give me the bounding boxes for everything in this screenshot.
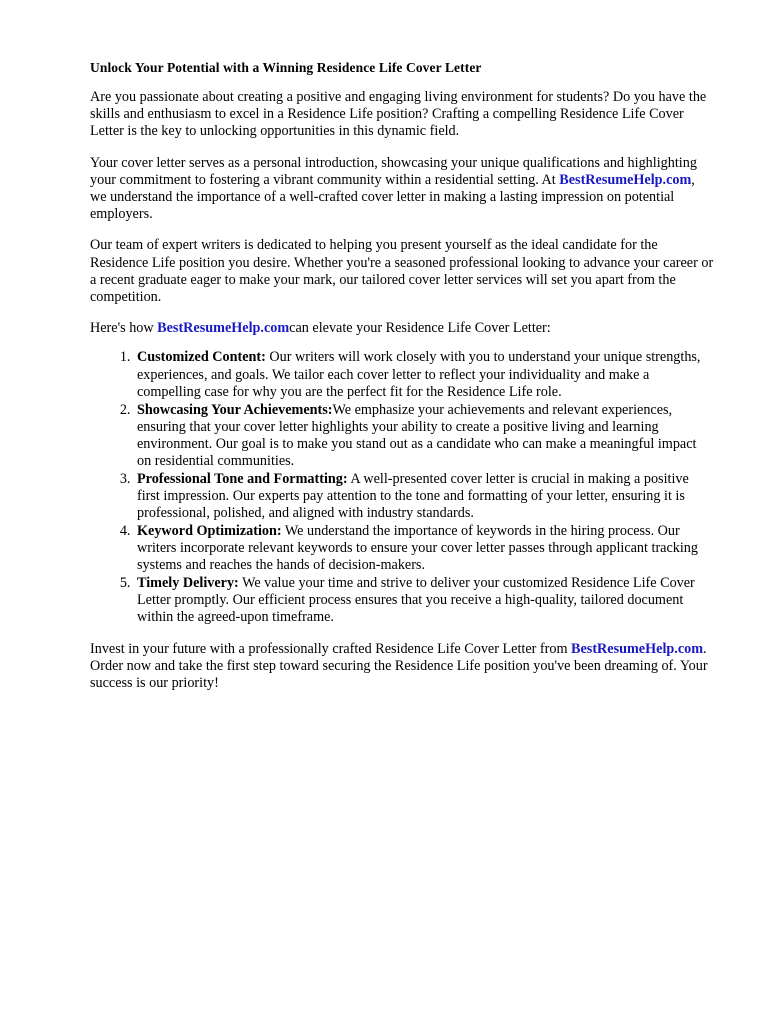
- list-item-lead: Timely Delivery:: [137, 575, 239, 592]
- closing-paragraph: [90, 641, 714, 693]
- closing-text-after-link: . Order now and take the first step toward securing the Residence Life position you've been dreaming of. Your success is our priority!: [90, 640, 708, 692]
- list-intro-text-before-link: Here's how: [90, 320, 158, 337]
- list-item-lead: Keyword Optimization:: [137, 522, 282, 539]
- page-title: Unlock Your Potential with a Winning Residence Life Cover Letter: [90, 60, 482, 75]
- list-item: [134, 471, 714, 523]
- list-item: [134, 523, 714, 575]
- intro-paragraph: Are you passionate about creating a positive and engaging living environment for students? Do you have the skills and enthusiasm to excel in a Residence Life position? Crafting a compelling Residence Life Cover Letter is the key to unlocking opportunities in this dynamic field.: [90, 89, 707, 140]
- list-item-lead: Professional Tone and Formatting:: [137, 470, 348, 487]
- list-item-body: Our writers will work closely with you to understand your unique strengths, experiences, and goals. We tailor each cover letter to reflect your individuality and make a compelling case for why you are the perfect fit for the Residence Life role.: [137, 349, 701, 400]
- list-item-body: We emphasize your achievements and relevant experiences, ensuring that your cover letter highlights your ability to create a positive living and learning environment. Our goal is to make you stand out as a candidate who can make a meaningful impact on residential communities.: [137, 401, 697, 470]
- bestresumehelp-link[interactable]: BestResumeHelp.com: [157, 320, 290, 337]
- value-proposition-text-before-link: Your cover letter serves as a personal introduction, showcasing your unique qualifications and highlighting your commitment to fostering a vibrant community within a residential setting. At: [90, 154, 697, 188]
- list-item-body: We value your time and strive to deliver your customized Residence Life Cover Letter promptly. Our efficient process ensures that you receive a high-quality, tailored document within the agreed-upon timeframe.: [137, 575, 695, 626]
- bestresumehelp-link[interactable]: BestResumeHelp.com: [571, 640, 704, 657]
- list-item: [134, 349, 714, 401]
- closing-text-before-link: Invest in your future with a professionally crafted Residence Life Cover Letter from: [90, 640, 572, 657]
- value-proposition-text-after-link: , we understand the importance of a well-crafted cover letter in making a lasting impression on potential employers.: [90, 171, 695, 223]
- list-intro-paragraph: [90, 320, 714, 337]
- list-item: [134, 575, 714, 627]
- list-item-body: We understand the importance of keywords in the hiring process. Our writers incorporate relevant keywords to ensure your cover letter passes through applicant tracking systems and reaches the hands of decision-makers.: [137, 522, 698, 574]
- list-intro-text-after-link: can elevate your Residence Life Cover Letter:: [289, 320, 551, 337]
- bestresumehelp-link[interactable]: BestResumeHelp.com: [559, 171, 692, 188]
- list-item-lead: Customized Content:: [137, 349, 266, 366]
- value-proposition-paragraph: [90, 155, 714, 224]
- document-body: [90, 59, 714, 706]
- list-item-body: A well-presented cover letter is crucial in making a positive first impression. Our experts pay attention to the tone and formatting of your letter, ensuring it is professional, polished, and aligned with industry standards.: [137, 470, 689, 522]
- list-item: [134, 402, 714, 471]
- list-item-lead: Showcasing Your Achievements:: [137, 401, 333, 418]
- expert-writers-paragraph: Our team of expert writers is dedicated to helping you present yourself as the ideal candidate for the Residence Life position you desire. Whether you're a seasoned professional looking to advance your career or a recent graduate eager to make your mark, our tailored cover letter services will set you apart from the competition.: [90, 237, 714, 306]
- services-list: [90, 349, 714, 626]
